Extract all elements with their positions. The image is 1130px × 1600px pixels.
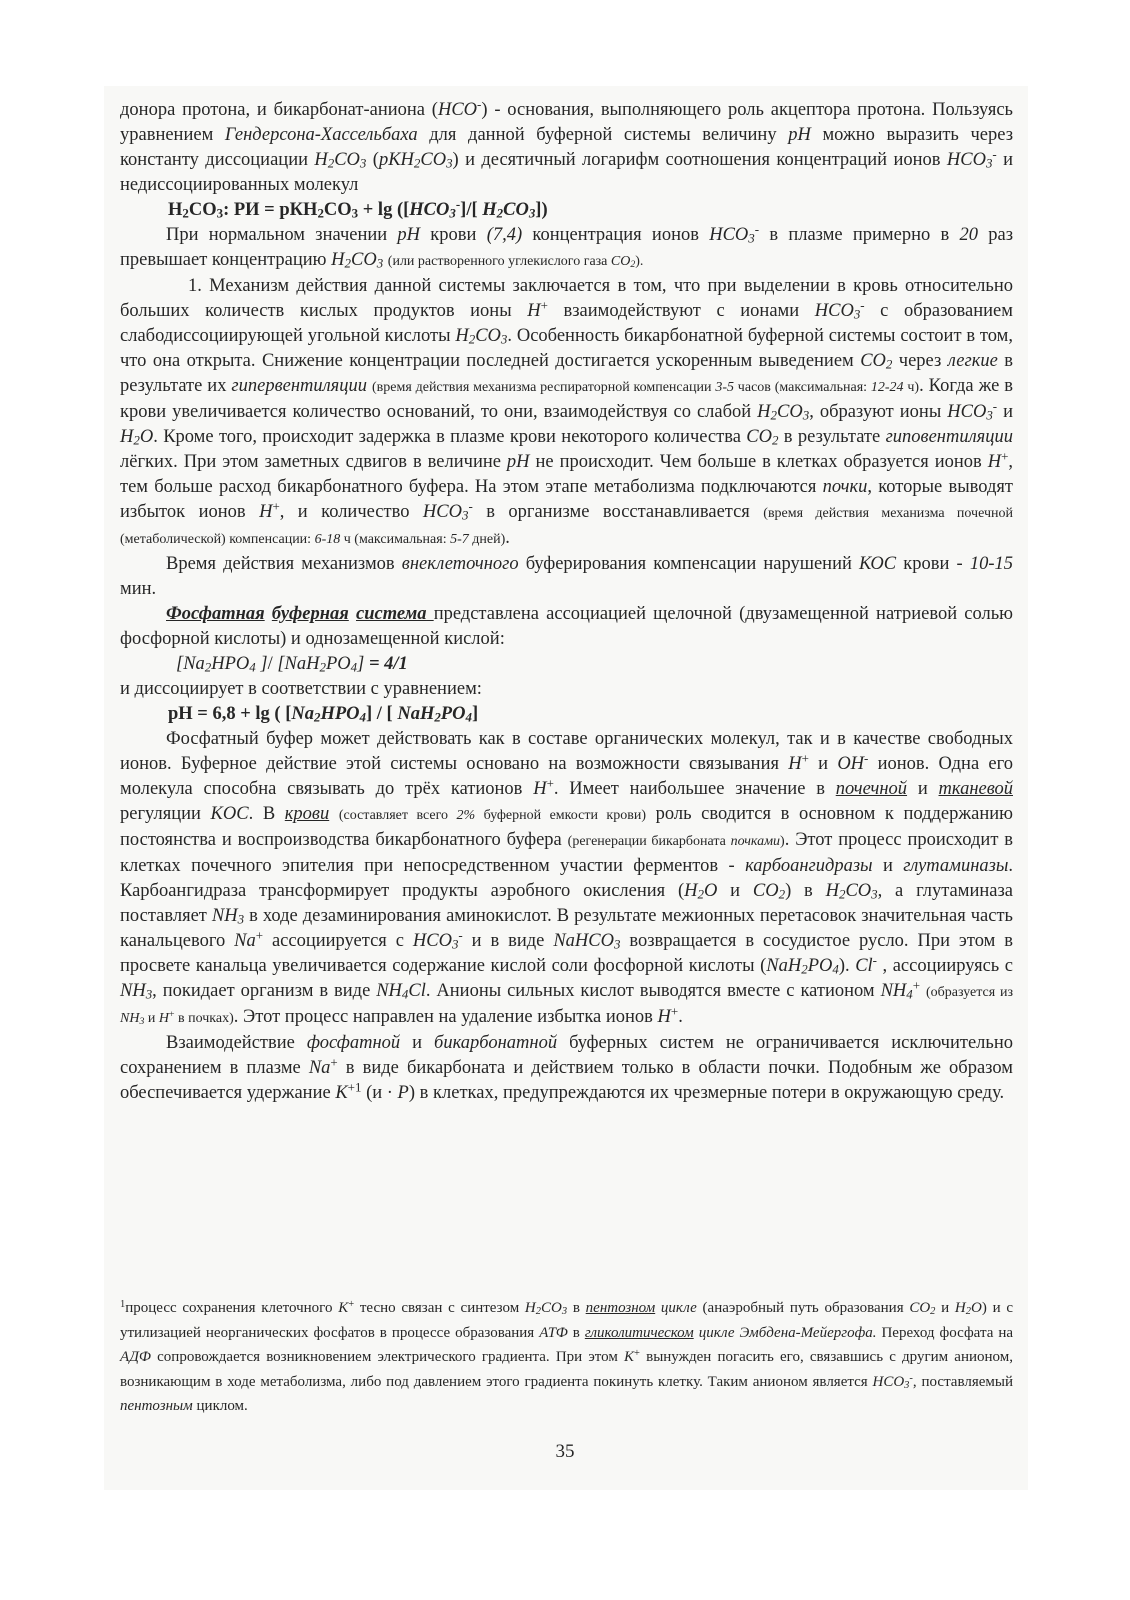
paragraph: 1. Механизм действия данной системы заключается в том, что при выделении в кровь относительно больших количеств кислых продуктов ионы H+ взаимодействуют с ионами $HCO_3^-$ с образованием слабодиссоциирующей угольной кислоты $H_2CO_3$. Особенность бикарбонатной буферной системы состоит в том, что она открыта. Снижение концентрации последней достигается ускоренным выведением $CO_2$ через легкие в результате их гипервентиляции (время действия механизма респираторной компенсации 3-5 часов (максимальная: 12-24 ч). Когда же в крови увеличивается количество оснований, то они, взаимодействуя со слабой $H_2CO_3$, образуют ионы $HCO_3^-$ и $H_2O$. Кроме того, происходит задержка в плазме крови некоторого количества $CO_2$ в результате гиповентиляции лёгких. При этом заметных сдвигов в величине pH не происходит. Чем больше в клетках образуется ионов H+, тем больше расход бикарбонатного буфера. На этом этапе метаболизма подключаются почки, которые выводят избыток ионов H+, и количество $HCO_3^-$ в организме восстанавливается (время действия механизма почечной (метаболической) компенсации: 6-18 ч (максимальная: 5-7 дней).: [120, 276, 1014, 548]
main-text: [120, 98, 1013, 1106]
paragraph: донора протона, и бикарбонат-аниона (HCO-) - основания, выполняющего роль акцептора протона. Пользуясь уравнением Гендерсона-Хассельбаха для данной буферной системы величину pH можно выразить через константу диссоциации $H_2CO_3$ $(pKH_2CO_3)$ и десятичный логарифм соотношения концентраций ионов $HCO_3^-$ и недиссоциированных молекул: [120, 96, 1013, 195]
page-number: 35: [555, 1441, 575, 1462]
footnote: [120, 1296, 1013, 1419]
paragraph: Время действия механизмов внеклеточного буферирования компенсации нарушений КОС крови - 10-15 мин.: [120, 554, 1013, 599]
footnote-text: $^1$процесс сохранения клеточного K+ тесно связан с синтезом $H_2CO_3$ в пентозном цикле (анаэробный путь образования $CO_2$ и $H_2O$) и с утилизацией неорганических фосфатов в процессе образования АТФ в гликолитическом цикле Эмбдена-Мейергофа. Переход фосфата на АДФ сопровождается возникновением электрического градиента. При этом K+ вынужден погасить его, связавшись с другим анионом, возникающим в ходе метаболизма, либо под давлением этого градиента покинуть клетку. Таким анионом является $HCO_3^-$, поставляемый пентозным циклом.: [120, 1298, 1014, 1414]
formula: [$Na_2HPO_4$ ]/ $[NaH_2PO_4] = 4/1$: [176, 654, 408, 675]
paragraph: Фосфатная буферная система представлена ассоциацией щелочной (двузамещенной натриевой солью фосфорной кислоты) и однозамещенной кислой:: [120, 604, 1014, 649]
formula: pH = 6,8 + lg ( $[Na_2HPO_4]$ / [ $NaH_2PO_4$]: [168, 704, 479, 725]
paragraph: При нормальном значении pH крови (7,4) концентрация ионов $HCO_3^-$ в плазме примерно в 20 раз превышает концентрацию $H_2CO_3$ (или растворенного углекислого газа $CO_2$).: [120, 221, 1014, 271]
paragraph: и диссоциирует в соответствии с уравнением:: [120, 679, 482, 699]
paragraph: Взаимодействие фосфатной и бикарбонатной буферных систем не ограничивается исключительно сохранением в плазме Na+ в виде бикарбоната и действием только в области почки. Подобным же образом обеспечивается удержание $K^{+1}$ (и · P) в клетках, предупреждаются их чрезмерные потери в окружающую среду.: [120, 1033, 1013, 1103]
paragraph: Фосфатный буфер может действовать как в составе органических молекул, так и в качестве свободных ионов. Буферное действие этой системы основано на возможности связывания H+ и OH- ионов. Одна его молекула способна связывать до трёх катионов H+. Имеет наибольшее значение в почечной и тканевой регуляции KOC. В крови (составляет всего 2% буферной емкости крови) роль сводится в основном к поддержанию постоянства и воспроизводства бикарбонатного буфера (регенерации бикарбоната почками). Этот процесс происходит в клетках почечного эпителия при непосредственном участии ферментов - карбоангидразы и глутаминазы. Карбоангидраза трансформирует продукты аэробного окисления ($H_2O$ и $CO_2$) в $H_2CO_3$, а глутаминаза поставляет $NH_3$ в ходе дезаминирования аминокислот. В результате межионных перетасовок значительная часть канальцевого Na+ ассоциируется с $HCO_3^-$ и в виде NaHCO$_3$ возвращается в сосудистое русло. При этом в просвете канальца увеличивается содержание кислой соли фосфорной кислоты $(NaH_2PO_4)$. Cl- , ассоциируясь с $NH_3$, покидает организм в виде $NH_4Cl$. Анионы сильных кислот выводятся вместе с катионом $NH_4^+$ (образуется из $NH_3$ и H+ в почках). Этот процесс направлен на удаление избытка ионов H+.: [120, 729, 1014, 1027]
formula: $H_2CO_3$: РИ = $рКН_2СО_3 + \lg ([HCO_3^-]/$[ $H_2CO_3$]): [168, 196, 548, 221]
